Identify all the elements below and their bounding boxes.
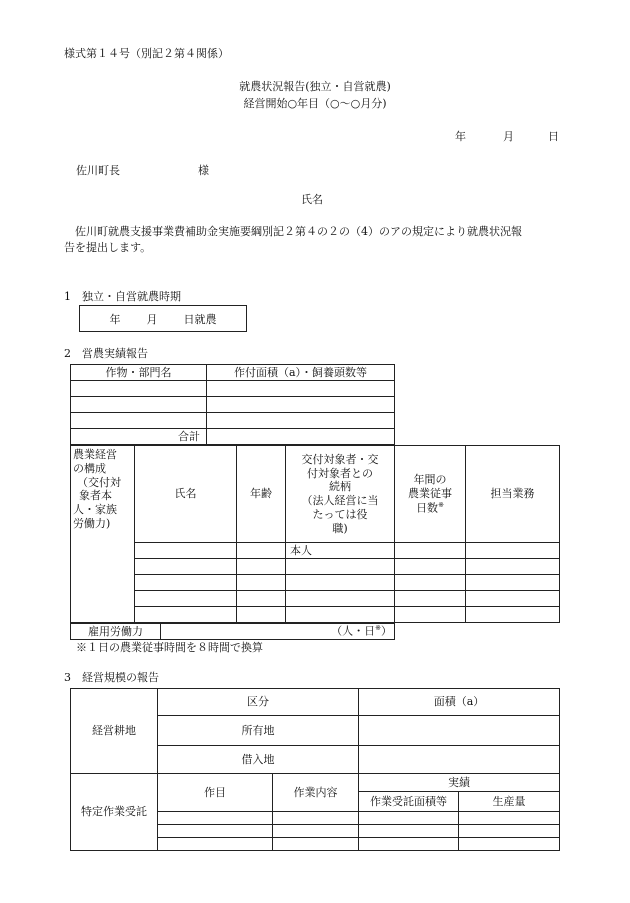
results-header: 実績 — [359, 774, 560, 792]
contract-work-label: 特定作業受託 — [71, 774, 158, 851]
area-header: 面積（a） — [359, 689, 560, 716]
crop-item-header: 作目 — [158, 774, 273, 812]
document-subtitle: 経営開始○年目（○～○月分) — [243, 97, 387, 110]
date-month-label: 月 — [503, 130, 514, 143]
member-row — [71, 607, 560, 623]
hired-labor-unit: （人・日※） — [161, 624, 395, 640]
hired-labor-label: 雇用労働力 — [71, 624, 161, 640]
owned-land-area — [359, 716, 560, 746]
labor-hours-note: ※１日の農業従事時間を８時間で換算 — [76, 641, 263, 654]
start-date-year: 年 — [109, 312, 121, 326]
member-header-age: 年齢 — [237, 446, 286, 543]
crop-row — [71, 381, 395, 397]
crop-header-area: 作付面積（a）・飼養頭数等 — [207, 365, 395, 381]
member-group-label: 農業経営 の構成 （交付対 象者本 人・家族 労働力) — [71, 446, 135, 623]
crop-row — [71, 397, 395, 413]
form-number: 様式第１４号（別記２第４関係） — [64, 47, 229, 60]
category-header: 区分 — [158, 689, 359, 716]
addressee-name: 佐川町長 — [76, 164, 120, 177]
section3-heading: 3 経営規模の報告 — [64, 671, 159, 684]
contract-area-header: 作業受託面積等 — [359, 792, 459, 812]
addressee-honorific: 様 — [198, 164, 209, 177]
farm-scale-table — [70, 688, 560, 851]
member-header-days: 年間の 農業従事 日数※ — [395, 446, 466, 543]
section1-heading: 1 独立・自営就農時期 — [64, 290, 181, 303]
date-day-label: 日 — [548, 130, 559, 143]
member-header-duties: 担当業務 — [466, 446, 560, 543]
start-date-box — [79, 305, 247, 332]
member-row — [71, 591, 560, 607]
member-self-label: 本人 — [286, 543, 395, 559]
leased-land-area — [359, 746, 560, 774]
applicant-name-label: 氏名 — [301, 193, 323, 206]
body-text-line-2: 告を提出します。 — [64, 241, 152, 254]
crop-table — [70, 364, 395, 445]
member-row — [71, 575, 560, 591]
crop-total-value — [207, 429, 395, 445]
work-content-header: 作業内容 — [273, 774, 359, 812]
hired-labor-table — [70, 623, 395, 640]
leased-land-label: 借入地 — [158, 746, 359, 774]
member-row — [71, 543, 560, 559]
owned-land-label: 所有地 — [158, 716, 359, 746]
crop-row — [71, 413, 395, 429]
section2-heading: 2 営農実績報告 — [64, 347, 148, 360]
production-header: 生産量 — [459, 792, 560, 812]
document-title: 就農状況報告(独立・自営就農) — [239, 80, 391, 93]
crop-total-label: 合計 — [71, 429, 207, 445]
date-year-label: 年 — [455, 130, 466, 143]
start-date-month: 月 — [146, 312, 158, 326]
crop-header-name: 作物・部門名 — [71, 365, 207, 381]
member-row — [71, 559, 560, 575]
start-date-day: 日就農 — [183, 312, 217, 326]
member-header-name: 氏名 — [135, 446, 237, 543]
member-table — [70, 445, 560, 623]
member-header-relation: 交付対象者・交 付対象者との 続柄 （法人経営に当 たっては役 職) — [286, 446, 395, 543]
body-text-line-1: 佐川町就農支援事業費補助金実施要綱別記２第４の２の（4）のアの規定により就農状況報 — [75, 225, 522, 238]
farmland-label: 経営耕地 — [71, 689, 158, 774]
